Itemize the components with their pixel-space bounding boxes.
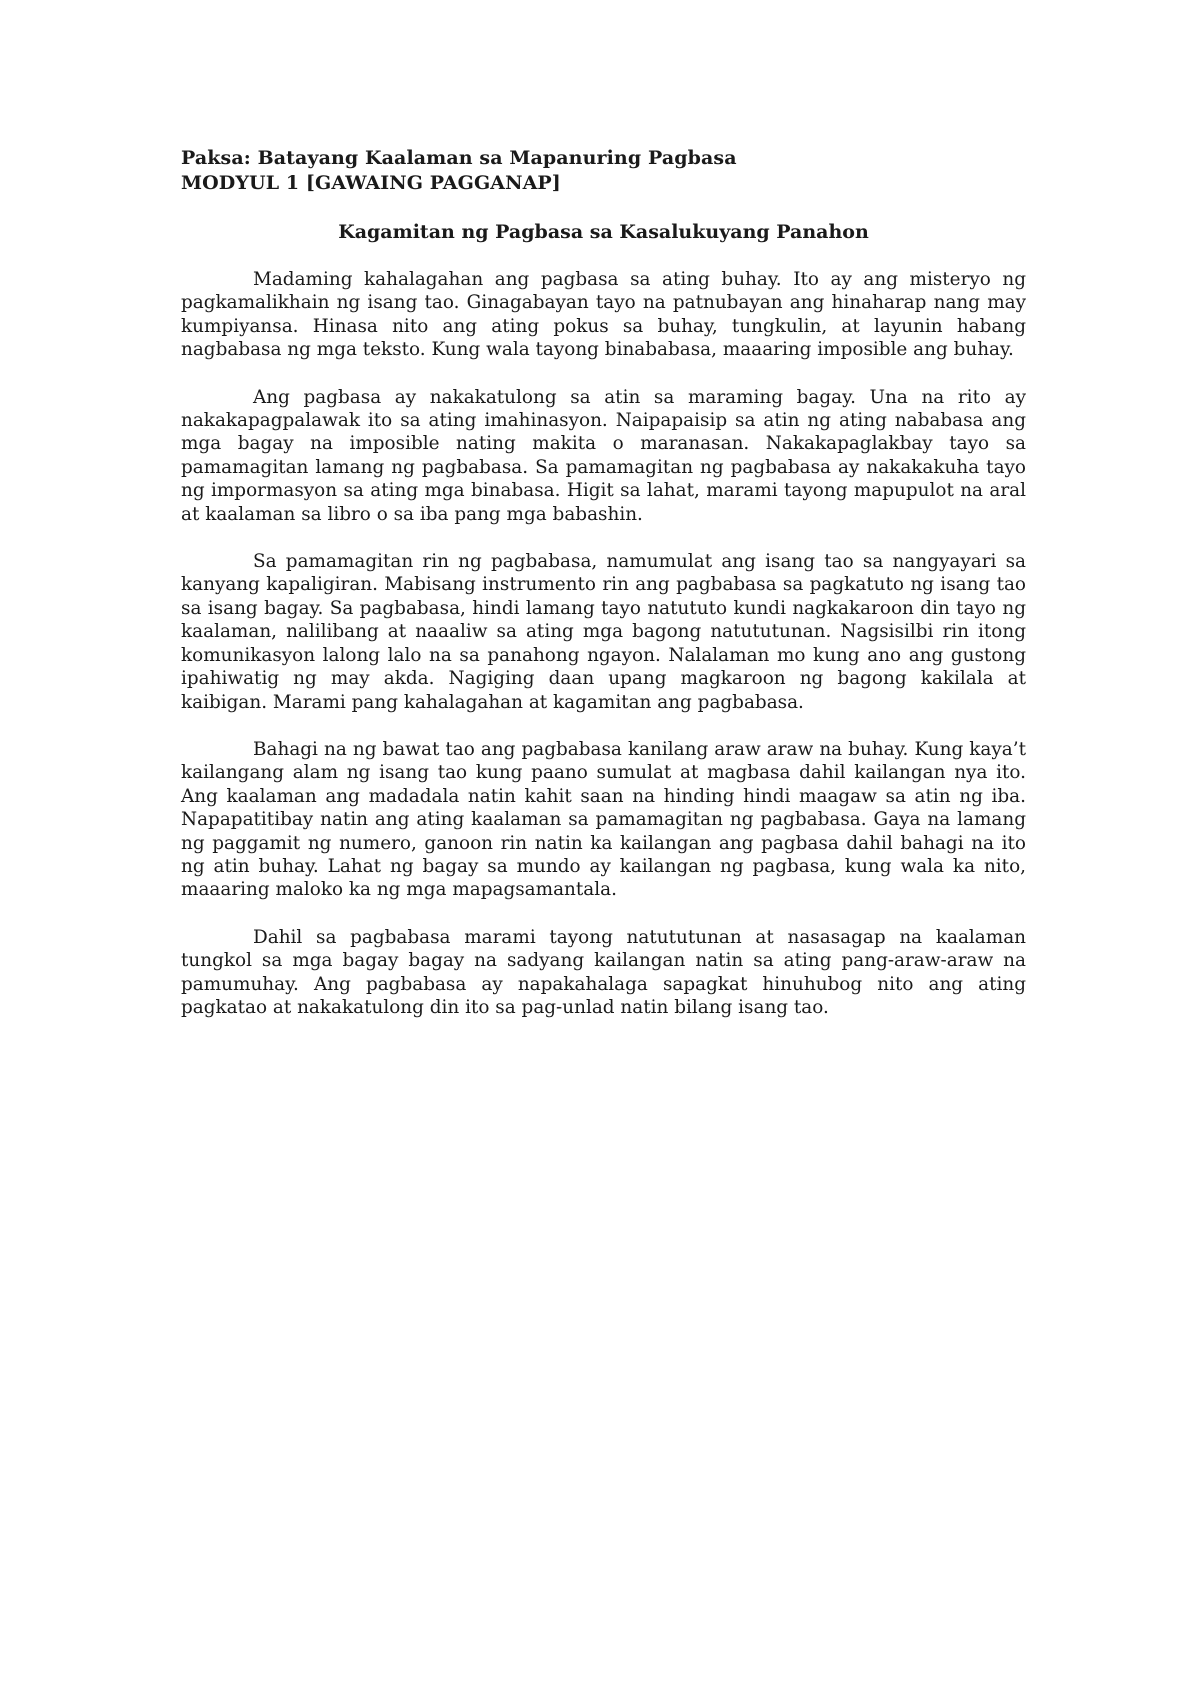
document-title: Kagamitan ng Pagbasa sa Kasalukuyang Panahon — [338, 221, 869, 243]
paragraph-2: Ang pagbasa ay nakakatulong sa atin sa maraming bagay. Una na rito ay nakakapagpalawak ito sa ating imahinasyon. Naipapaisip sa atin ng ating nababasa ang mga bagay na imposible nating makita o maranasan. Nakakapaglakbay tayo sa pamamagitan lamang ng pagbabasa. Sa pamamagitan ng pagbabasa ay nakakakuha tayo ng impormasyon sa ating mga binabasa. Higit sa lahat, marami tayong mapupulot na aral at kaalaman sa libro o sa iba pang mga babashin. — [181, 386, 1026, 525]
paragraph-5: Dahil sa pagbabasa marami tayong natututunan at nasasagap na kaalaman tungkol sa mga bagay bagay na sadyang kailangan natin sa ating pang-araw-araw na pamumuhay. Ang pagbabasa ay napakahalaga sapagkat hinuhubog nito ang ating pagkatao at nakakatulong din ito sa pag-unlad natin bilang isang tao. — [181, 926, 1026, 1018]
paragraph-3: Sa pamamagitan rin ng pagbabasa, namumulat ang isang tao sa nangyayari sa kanyang kapaligiran. Mabisang instrumento rin ang pagbabasa sa pagkatuto ng isang tao sa isang bagay. Sa pagbabasa, hindi lamang tayo natututo kundi nagkakaroon din tayo ng kaalaman, nalilibang at naaaliw sa ating mga bagong natututunan. Nagsisilbi rin itong komunikasyon lalong lalo na sa panahong ngayon. Nalalaman mo kung ano ang gustong ipahiwatig ng may akda. Nagiging daan upang magkaroon ng bagong kakilala at kaibigan. Marami pang kahalagahan at kagamitan ang pagbabasa. — [181, 551, 1026, 713]
paragraph-1: Madaming kahalagahan ang pagbasa sa ating buhay. Ito ay ang misteryo ng pagkamalikhain ng isang tao. Ginagabayan tayo na patnubayan ang hinaharap nang may kumpiyansa. Hinasa nito ang ating pokus sa buhay, tungkulin, at layunin habang nagbabasa ng mga teksto. Kung wala tayong binababasa, maaaring imposible ang buhay. — [181, 269, 1026, 361]
topic-heading: Paksa: Batayang Kaalaman sa Mapanuring Pagbasa — [181, 147, 737, 169]
module-heading: MODYUL 1 [GAWAING PAGGANAP] — [181, 172, 561, 194]
paragraph-4: Bahagi na ng bawat tao ang pagbabasa kanilang araw araw na buhay. Kung kaya’t kailangang alam ng isang tao kung paano sumulat at magbasa dahil kailangan nya ito. Ang kaalaman ang madadala natin kahit saan na hinding hindi maagaw sa atin ng iba. Napapatitibay natin ang ating kaalaman sa pamamagitan ng pagbabasa. Gaya na lamang ng paggamit ng numero, ganoon rin natin ka kailangan ang pagbasa dahil bahagi na ito ng atin buhay. Lahat ng bagay sa mundo ay kailangan ng pagbasa, kung wala ka nito, maaaring maloko ka ng mga mapagsamantala. — [181, 738, 1026, 901]
document-body — [181, 146, 1026, 1043]
